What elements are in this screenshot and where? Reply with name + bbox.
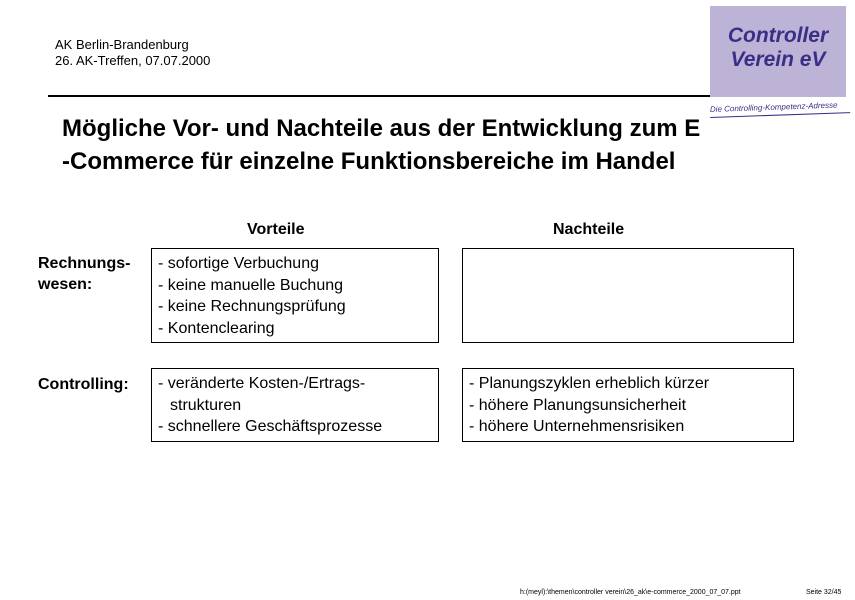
title-line1: Mögliche Vor- und Nachteile aus der Entwicklung zum E	[62, 115, 701, 142]
row-label-line1: Rechnungs-	[38, 255, 131, 272]
disadvantages-box-controlling	[462, 368, 794, 442]
list-item: - schnellere Geschäftsprozesse	[158, 418, 383, 435]
title-line2: -Commerce für einzelne Funktionsbereiche im Handel	[62, 148, 676, 175]
footer-page-number: Seite 32/45	[806, 589, 842, 596]
advantages-box-rechnungswesen	[151, 248, 439, 343]
disadvantages-box-rechnungswesen	[462, 248, 794, 343]
row-label-rechnungswesen	[38, 253, 130, 295]
list-item: strukturen	[170, 396, 242, 414]
list-item: - Kontenclearing	[158, 319, 275, 337]
logo-text-line2: Verein eV	[730, 48, 826, 71]
list-item: - veränderte Kosten-/Ertrags-	[158, 375, 366, 392]
list-item: - höhere Planungsunsicherheit	[469, 396, 687, 414]
row-label-controlling: Controlling:	[38, 376, 129, 393]
footer-file-path: h:(meyl):\themen\controller verein\26_ak\e-commerce_2000_07_07.ppt	[520, 589, 741, 596]
column-header-disadvantages: Nachteile	[553, 221, 625, 238]
event-line: 26. AK-Treffen, 07.07.2000	[55, 53, 211, 68]
logo-text-line1: Controller	[727, 24, 829, 47]
header-block	[55, 37, 210, 69]
slide-title	[62, 112, 822, 178]
logo-tagline: Die Controlling-Kompetenz-Adresse	[710, 100, 850, 118]
row-label-line2: wesen:	[38, 276, 93, 293]
header-divider	[48, 95, 716, 97]
list-item: - höhere Unternehmensrisiken	[469, 418, 685, 435]
column-header-advantages: Vorteile	[247, 221, 305, 238]
list-item: - Planungszyklen erheblich kürzer	[469, 375, 710, 392]
list-item: - sofortige Verbuchung	[158, 255, 319, 272]
advantages-box-controlling	[151, 368, 439, 442]
list-item: - keine manuelle Buchung	[158, 276, 344, 294]
logo	[710, 6, 846, 97]
list-item: - keine Rechnungsprüfung	[158, 298, 346, 315]
org-name: AK Berlin-Brandenburg	[55, 37, 189, 52]
